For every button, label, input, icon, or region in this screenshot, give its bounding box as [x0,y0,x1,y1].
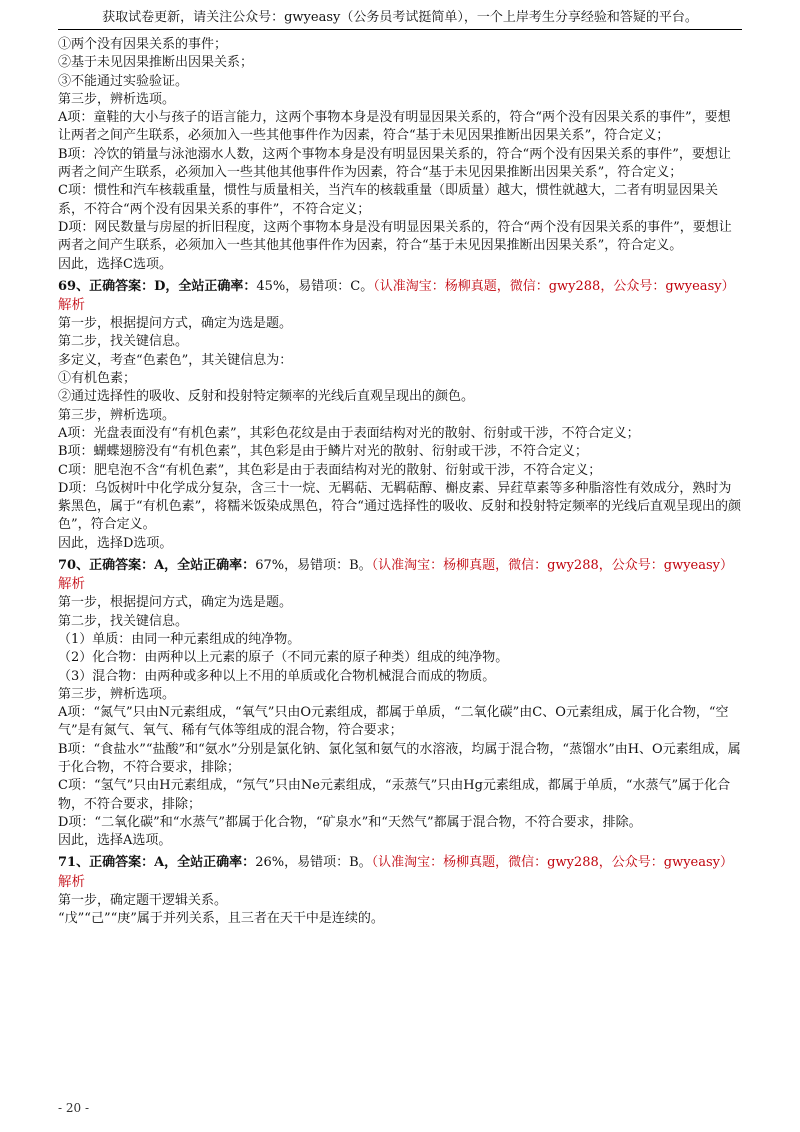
q70-jiexi-label: 解析 [58,576,85,593]
text-line: D项：“二氧化碳”和“水蒸气”都属于化合物，“矿泉水”和“天然气”都属于混合物，不符合要求，排除。 [58,814,642,830]
text-line: D项：网民数量与房屋的折旧程度，这两个事物本身是没有明显因果关系的，符合“两个没有因果关系的事件”，要想让两者之间产生联系，必须加入一些其他其他事件作为因素，符合“基于未见因果推断出因果关系”，符合定义。 [58,219,732,254]
q69-explanation [58,315,742,553]
text-line: 第三步，辨析选项。 [58,91,176,107]
q71-answer: 71、正确答案：A，全站正确率： [58,855,256,871]
text-line: （1）单质：由同一种元素组成的纯净物。 [58,631,301,647]
text-line: （2）化合物：由两种以上元素的原子（不同元素的原子种类）组成的纯净物。 [58,650,509,666]
text-line: 第二步，找关键信息。 [58,334,189,350]
q70-answer-line [58,557,742,575]
text-line: 第二步，找关键信息。 [58,613,189,629]
q69-rate: 45%，易错项：C。 [256,278,374,294]
text-line: 多定义，考查“色素色”，其关键信息为： [58,352,293,368]
q70-explanation [58,594,742,850]
text-line: 第一步，根据提问方式，确定为选是题。 [58,316,293,332]
text-line: C项：惯性和汽车核载重量，惯性与质量相关，当汽车的核载重量（即质量）越大，惯性就越大，二者有明显因果关系，不符合“两个没有因果关系的事件”，不符合定义； [58,183,718,217]
text-line: 第一步，根据提问方式，确定为选是题。 [58,595,293,611]
q68-continuation [58,36,742,274]
text-line: ①有机色素； [58,371,137,387]
q70-rate: 67%，易错项：B。 [255,558,372,574]
text-line: A项：“氮气”只由N元素组成，“氧气”只由O元素组成，都属于单质，“二氧化碳”由C、O元素组成，属于化合物，“空气”是有氮气、氧气、稀有气体等组成的混合物，符合要求； [58,705,729,739]
text-line: 第三步，辨析选项。 [58,407,176,423]
q71-answer-line [58,854,742,872]
text-line: ②通过选择性的吸收、反射和投射特定频率的光线后直观呈现出的颜色。 [58,389,475,405]
text-line: （3）混合物：由两种或多种以上不用的单质或化合物机械混合而成的物质。 [58,668,496,684]
q69-answer-line [58,278,742,296]
q71-jiexi-label: 解析 [58,873,85,890]
text-line: ①两个没有因果关系的事件； [58,37,228,52]
q69-answer: 69、正确答案：D，全站正确率： [58,278,257,294]
q69-promo: （认准淘宝：杨柳真题，微信：gwy288，公众号：gwyeasy） [373,278,735,294]
text-line: 因此，选择D选项。 [58,535,173,551]
text-line: B项：冷饮的销量与泳池溺水人数，这两个事物本身是没有明显因果关系的，符合“两个没有因果关系的事件”，要想让两者之间产生联系，必须加入一些其他其他事件作为因素，符合“基于未见因果推断出因果关系”，符合定义； [58,146,731,181]
text-line: C项：肥皂泡不含“有机色素”，其色彩是由于表面结构对光的散射、衍射或干涉，不符合定义； [58,462,602,478]
document-body [58,36,742,928]
text-line: A项：光盘表面没有“有机色素”，其彩色花纹是由于表面结构对光的散射、衍射或干涉，不符合定义； [58,425,640,441]
text-line: A项：童鞋的大小与孩子的语言能力，这两个事物本身是没有明显因果关系的，符合“两个没有因果关系的事件”，要想让两者之间产生联系，必须加入一些其他事件作为因素，符合“基于未见因果推断出因果关系”，符合定义； [58,110,731,144]
q71-rate: 26%，易错项：B。 [255,855,372,871]
text-line: 第一步，确定题干逻辑关系。 [58,892,228,908]
text-line: B项：“食盐水”“盐酸”和“氨水”分别是氯化钠、氯化氢和氨气的水溶液，均属于混合物，“蒸馏水”由H、O元素组成，属于化合物，不符合要求，排除； [58,741,741,775]
text-line: “戊”“己”“庚”属于并列关系，且三者在天干中是连续的。 [58,911,384,927]
q69-jiexi-label: 解析 [58,297,85,314]
text-line: D项：乌饭树叶中化学成分复杂，含三十一烷、无羁萜、无羁萜醇、槲皮素、异荭草素等多种脂溶性有效成分，熟时为紫黑色，属于“有机色素”，将糯米饭染成黑色，符合“通过选择性的吸收、反射和投射特定频率的光线后直观呈现出的颜色”，符合定义。 [58,480,741,533]
q70-promo: （认准淘宝：杨柳真题，微信：gwy288，公众号：gwyeasy） [371,558,734,574]
q70-answer: 70、正确答案：A，全站正确率： [58,558,256,574]
q71-promo: （认准淘宝：杨柳真题，微信：gwy288，公众号：gwyeasy） [371,855,734,871]
q71-explanation [58,892,742,929]
text-line: 因此，选择C选项。 [58,256,172,272]
text-line: 第三步，辨析选项。 [58,686,176,702]
page-header: 获取试卷更新，请关注公众号：gwyeasy（公务员考试挺简单），一个上岸考生分享经验和答疑的平台。 [102,10,698,25]
text-line: ③不能通过实验验证。 [58,73,189,89]
text-line: ②基于未见因果推断出因果关系； [58,55,254,71]
text-line: B项：蝴蝶翅膀没有“有机色素”，其色彩是由于鳞片对光的散射、衍射或干涉，不符合定义； [58,444,588,460]
text-line: C项：“氢气”只由H元素组成，“氖气”只由Ne元素组成，“汞蒸气”只由Hg元素组成，都属于单质，“水蒸气”属于化合物，不符合要求，排除； [58,778,731,812]
page-number: - 20 - [58,1101,90,1115]
text-line: 因此，选择A选项。 [58,833,172,849]
header-rule [58,29,742,30]
